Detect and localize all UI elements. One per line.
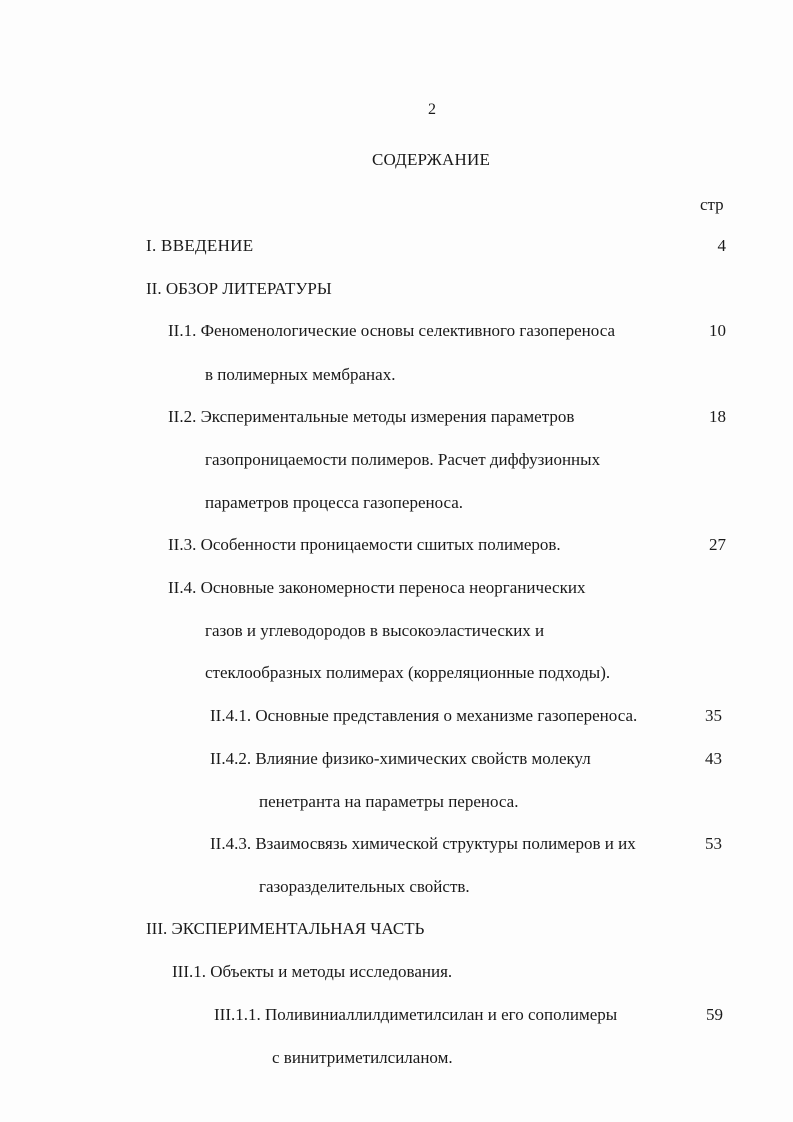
toc-entry-subsection: III.1.1. Поливиниаллилдиметилсилан и его сополимеры [214,1005,618,1024]
toc-entry-page: 53 [705,834,722,853]
toc-entry-continuation: газопроницаемости полимеров. Расчет диффузионных [205,450,601,469]
toc-entry-continuation: стеклообразных полимерах (корреляционные подходы). [205,663,611,682]
toc-entry-page: 18 [709,407,726,426]
toc-entry-continuation: параметров процесса газопереноса. [205,493,464,512]
toc-entry-continuation: с винитриметилсиланом. [272,1048,453,1067]
toc-entry-page: 43 [705,749,722,768]
page-title: СОДЕРЖАНИЕ [372,150,491,169]
toc-entry-page: 10 [709,321,726,340]
toc-entry-experimental-part: III. ЭКСПЕРИМЕНТАЛЬНАЯ ЧАСТЬ [146,919,425,938]
toc-entry-page: 59 [706,1005,723,1024]
toc-entry-section: III.1. Объекты и методы исследования. [172,962,453,981]
toc-entry-page: 27 [709,535,726,554]
toc-entry-continuation: газов и углеводородов в высокоэластических и [205,621,545,640]
page-number: 2 [428,101,436,118]
toc-entry-subsection: II.4.1. Основные представления о механизме газопереноса. [210,706,638,725]
toc-entry-subsection: II.4.2. Влияние физико-химических свойств молекул [210,749,591,768]
toc-entry-continuation: пенетранта на параметры переноса. [259,792,519,811]
toc-entry-literature-review: II. ОБЗОР ЛИТЕРАТУРЫ [146,279,332,298]
toc-entry-introduction: I. ВВЕДЕНИЕ [146,236,254,255]
toc-entry-page: 35 [705,706,722,725]
toc-entry-section: II.1. Феноменологические основы селективного газопереноса [168,321,615,340]
toc-entry-continuation: в полимерных мембранах. [205,365,396,384]
toc-entry-continuation: газоразделительных свойств. [259,877,470,896]
toc-entry-page: 4 [717,236,726,255]
toc-entry-section: II.2. Экспериментальные методы измерения параметров [168,407,575,426]
toc-entry-section: II.3. Особенности проницаемости сшитых полимеров. [168,535,561,554]
page-column-header: стр [700,195,724,214]
toc-entry-section: II.4. Основные закономерности переноса неорганических [168,578,586,597]
toc-entry-subsection: II.4.3. Взаимосвязь химической структуры полимеров и их [210,834,636,853]
